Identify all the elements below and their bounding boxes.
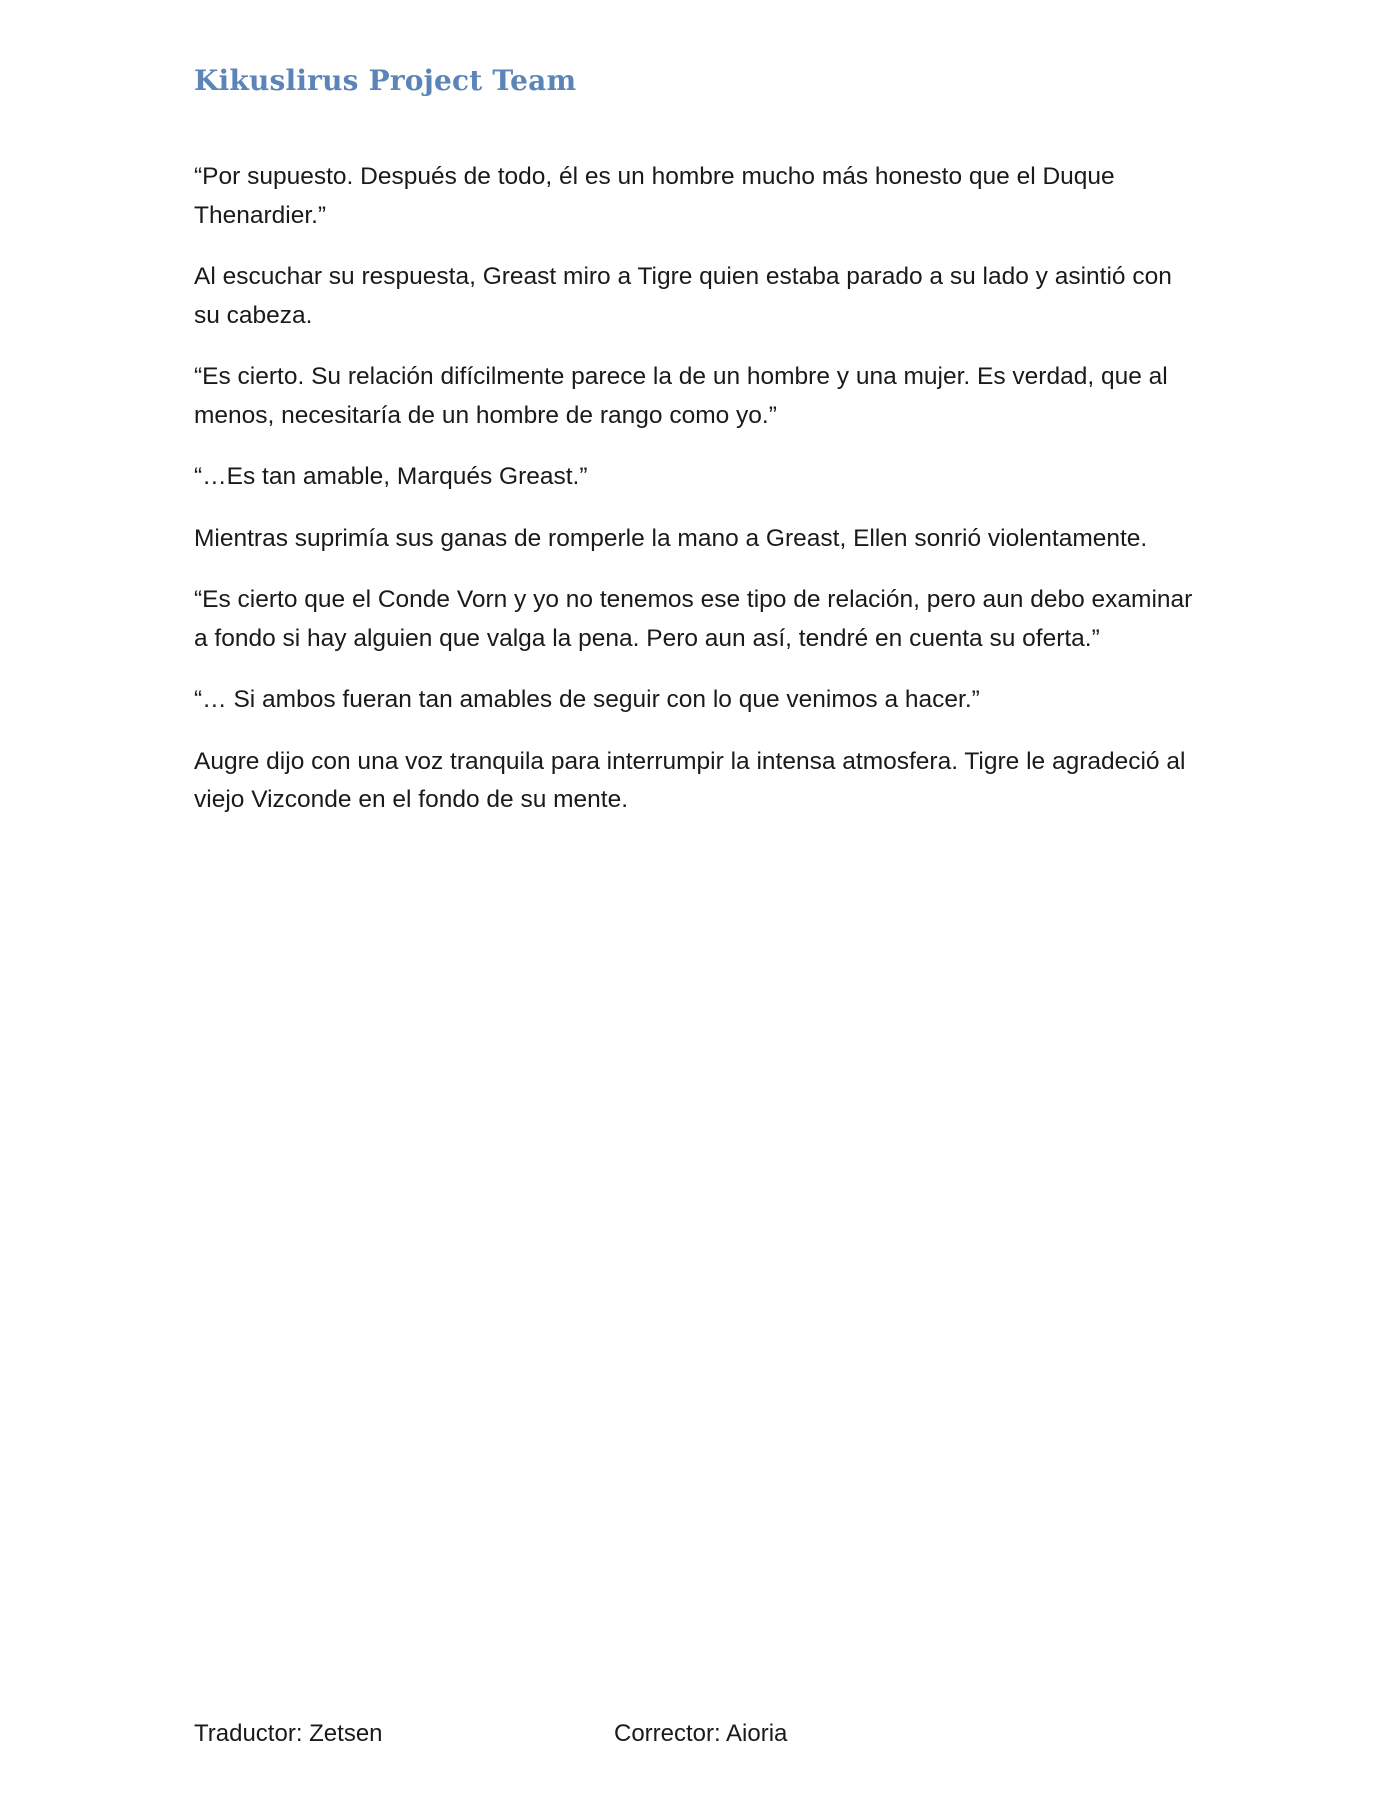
paragraph: Mientras suprimía sus ganas de romperle la mano a Greast, Ellen sonrió violentamente. <box>194 524 1148 552</box>
page-header-title: Kikuslirus Project Team <box>194 64 577 97</box>
paragraph: “Es cierto que el Conde Vorn y yo no tenemos ese tipo de relación, pero aun debo examinar a fondo si hay alguien que valga la pena. Pero aun así, tendré en cuenta su oferta.” <box>194 586 1193 652</box>
document-body <box>194 158 1204 843</box>
footer-translator-credit: Traductor: Zetsen <box>194 1720 383 1747</box>
paragraph: “…Es tan amable, Marqués Greast.” <box>194 463 588 490</box>
paragraph: “Es cierto. Su relación difícilmente parece la de un hombre y una mujer. Es verdad, que al menos, necesitaría de un hombre de rango como yo.” <box>194 363 1168 429</box>
paragraph: “… Si ambos fueran tan amables de seguir con lo que venimos a hacer.” <box>194 686 980 713</box>
paragraph: Augre dijo con una voz tranquila para interrumpir la intensa atmosfera. Tigre le agradeció al viejo Vizconde en el fondo de su mente. <box>194 747 1186 813</box>
footer-corrector-credit: Corrector: Aioria <box>614 1720 788 1747</box>
paragraph: “Por supuesto. Después de todo, él es un hombre mucho más honesto que el Duque Thenardier.” <box>194 163 1115 229</box>
paragraph: Al escuchar su respuesta, Greast miro a Tigre quien estaba parado a su lado y asintió con su cabeza. <box>194 263 1172 329</box>
page-footer <box>194 1720 1204 1760</box>
